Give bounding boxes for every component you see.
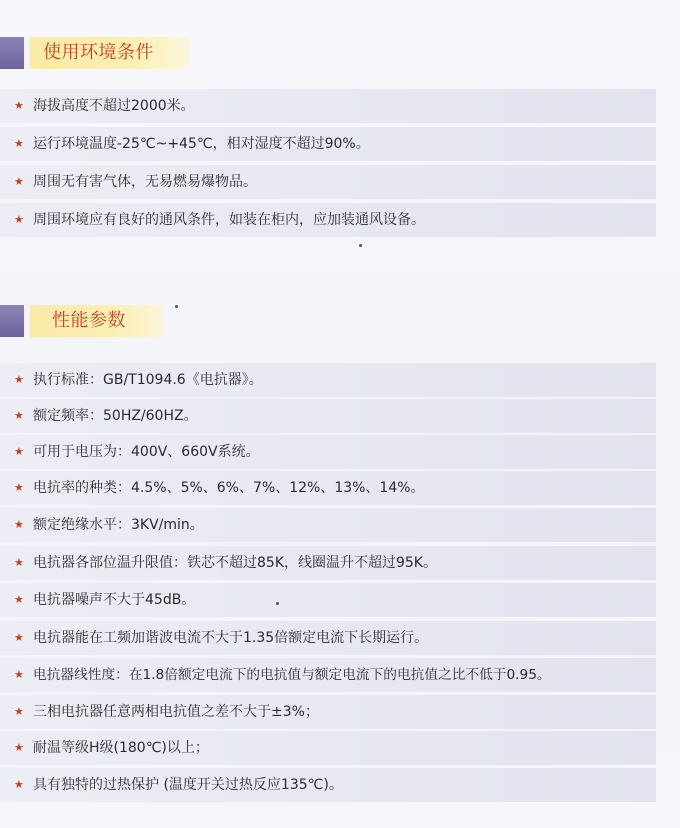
star-bullet-icon: ★: [14, 778, 24, 791]
list-item: [0, 658, 656, 692]
item-text: 电抗器各部位温升限值：铁芯不超过85K，线圈温升不超过95K。: [33, 555, 437, 571]
list-item: [0, 363, 656, 397]
star-bullet-icon: ★: [14, 518, 24, 531]
star-bullet-icon: ★: [14, 668, 24, 681]
list-item: [0, 471, 656, 505]
star-bullet-icon: ★: [14, 631, 24, 644]
list-item: [0, 89, 656, 123]
section-header-environment: [0, 37, 200, 69]
star-bullet-icon: ★: [14, 593, 24, 606]
list-item: [0, 583, 656, 617]
star-bullet-icon: ★: [14, 213, 24, 226]
star-bullet-icon: ★: [14, 99, 24, 112]
section-tab-marker: [0, 305, 24, 337]
item-text: 额定频率：50HZ/60HZ。: [33, 408, 198, 424]
item-text: 三相电抗器任意两相电抗值之差不大于±3%；: [33, 704, 319, 720]
item-text: 电抗器线性度：在1.8倍额定电流下的电抗值与额定电流下的电抗值之比不低于0.95。: [33, 667, 551, 683]
list-item: [0, 621, 656, 655]
item-text: 周围环境应有良好的通风条件，如装在柜内，应加装通风设备。: [33, 212, 425, 228]
scan-speck: [359, 244, 362, 247]
item-text: 海拔高度不超过2000米。: [33, 98, 195, 114]
star-bullet-icon: ★: [14, 137, 24, 150]
item-text: 电抗率的种类：4.5%、5%、6%、7%、12%、13%、14%。: [33, 480, 425, 496]
item-text: 可用于电压为：400V、660V系统。: [33, 444, 260, 460]
star-bullet-icon: ★: [14, 705, 24, 718]
list-item: [0, 203, 656, 237]
list-item: [0, 127, 656, 161]
scan-speck: [276, 602, 279, 605]
star-bullet-icon: ★: [14, 481, 24, 494]
star-bullet-icon: ★: [14, 445, 24, 458]
section-title: 性能参数: [52, 310, 126, 331]
item-text: 电抗器噪声不大于45dB。: [33, 592, 196, 608]
list-item: [0, 546, 656, 580]
list-item: [0, 768, 656, 802]
star-bullet-icon: ★: [14, 175, 24, 188]
star-bullet-icon: ★: [14, 556, 24, 569]
item-text: 额定绝缘水平：3KV/min。: [33, 517, 204, 533]
section-header-performance: [0, 305, 180, 337]
list-item: [0, 508, 656, 542]
item-text: 耐温等级H级(180℃)以上；: [33, 740, 209, 756]
item-text: 电抗器能在工频加谐波电流不大于1.35倍额定电流下长期运行。: [33, 630, 429, 646]
scan-speck: [175, 305, 178, 308]
star-bullet-icon: ★: [14, 373, 24, 386]
item-text: 具有独特的过热保护 (温度开关过热反应135℃)。: [33, 777, 343, 793]
list-item: [0, 435, 656, 469]
item-text: 周围无有害气体，无易燃易爆物品。: [33, 174, 257, 190]
list-item: [0, 695, 656, 729]
item-text: 运行环境温度-25℃~+45℃，相对湿度不超过90%。: [33, 136, 370, 152]
list-item: [0, 731, 656, 765]
section-tab-marker: [0, 37, 24, 69]
list-item: [0, 165, 656, 199]
item-text: 执行标准：GB/T1094.6《电抗器》。: [33, 372, 263, 388]
list-item: [0, 399, 656, 433]
star-bullet-icon: ★: [14, 409, 24, 422]
section-title: 使用环境条件: [43, 42, 154, 63]
star-bullet-icon: ★: [14, 741, 24, 754]
